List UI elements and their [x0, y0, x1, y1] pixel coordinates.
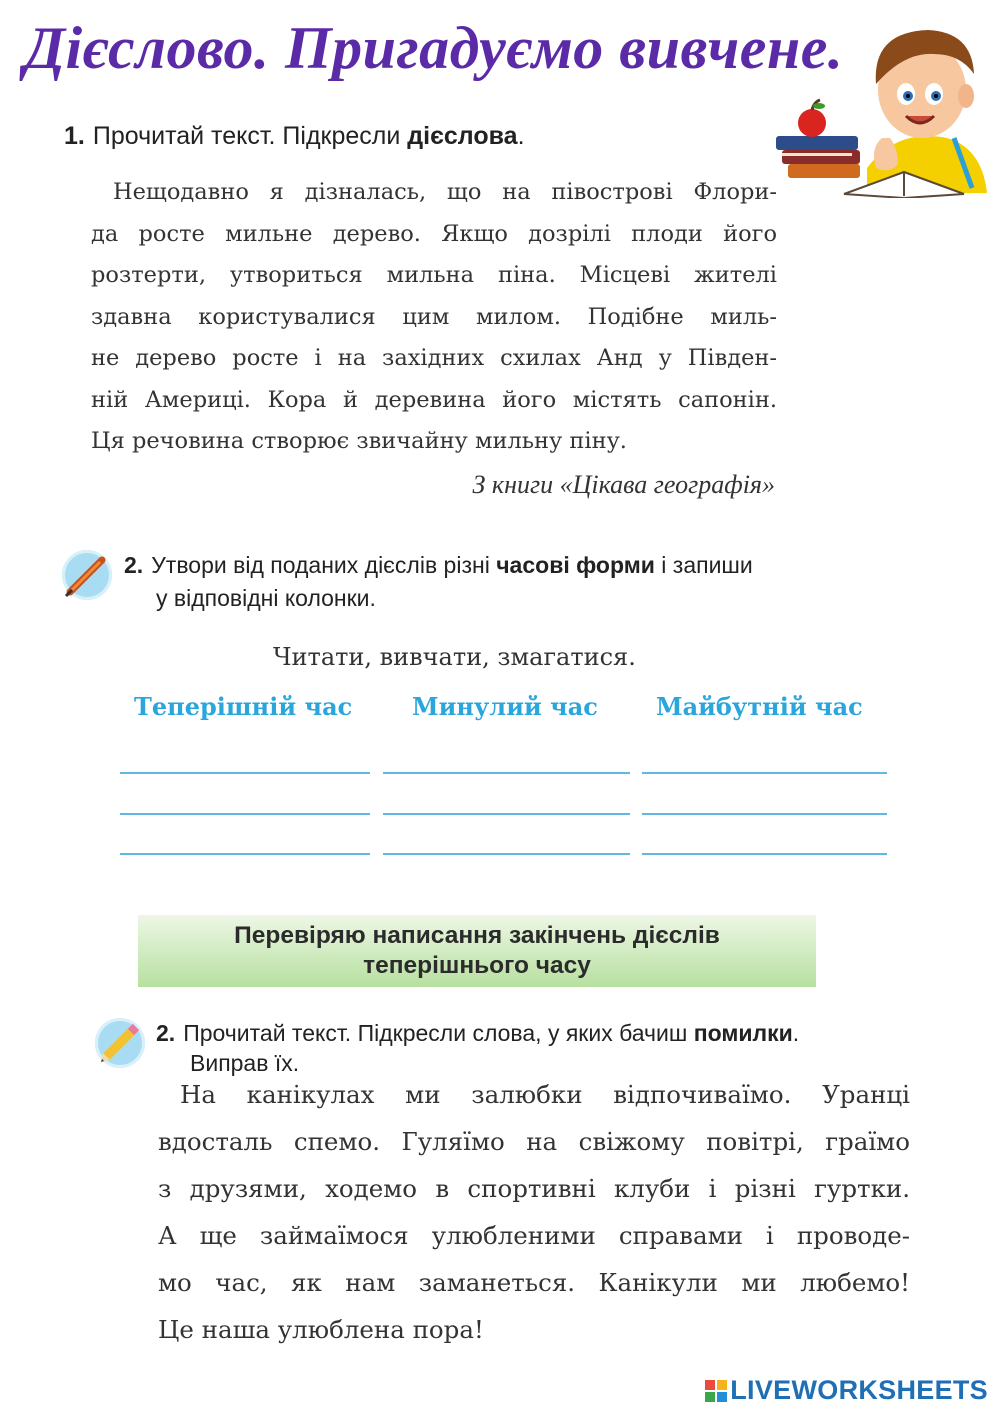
task1-source: З книги «Цікава географія»: [472, 470, 775, 499]
liveworksheets-logo-icon: [705, 1380, 727, 1402]
logo-text: LIVEWORKSHEETS: [730, 1375, 988, 1405]
pen-icon: [62, 550, 112, 600]
task1-text-line: да росте мильне дерево. Якщо дозрілі плоди його: [91, 220, 777, 247]
task2a-instruction-text: Утвори від поданих дієслів різні: [151, 552, 497, 578]
task1-text-line: Ця речовина створює звичайну мильну піну.: [91, 428, 627, 454]
task2b-text-line: вдосталь спемо. Гуляїмо на свіжому повітрі, граїмо: [158, 1127, 910, 1156]
verbs-list: Читати, вивчати, змагатися.: [273, 643, 636, 671]
task2b-instruction-line2: Виправ їх.: [190, 1050, 300, 1076]
task1-text-line: здавна користувалися цим милом. Подібне миль-: [91, 303, 777, 330]
banner-line-2: теперішнього часу: [363, 952, 591, 979]
boy-reading-icon: [772, 18, 994, 198]
answer-line-present-2[interactable]: [120, 813, 370, 815]
task1-instruction-bold: дієслова: [407, 122, 518, 150]
task2b-text-line: А ще займаїмося улюбленими справами і проводе-: [158, 1221, 910, 1250]
answer-line-present-3[interactable]: [120, 853, 370, 855]
task2b-text-line: Це наша улюблена пора!: [158, 1315, 484, 1344]
boy-with-books-illustration: [772, 18, 994, 198]
banner-line-1: Перевіряю написання закінчень дієслів: [234, 922, 720, 949]
pen-badge: [62, 550, 112, 600]
answer-line-future-2[interactable]: [642, 813, 887, 815]
task1-text-line: розтерти, утвориться мильна піна. Місцеві жителі: [91, 262, 777, 288]
task2a-instruction: [124, 552, 753, 579]
column-past: Минулий час: [412, 692, 598, 721]
task1-instruction-text: Прочитай текст. Підкресли: [92, 122, 408, 150]
column-present: Теперішній час: [134, 692, 353, 721]
answer-line-past-3[interactable]: [383, 853, 630, 855]
liveworksheets-logo: [705, 1375, 988, 1406]
task1-text: [91, 172, 777, 463]
answer-line-future-3[interactable]: [642, 853, 887, 855]
task2b-text-line: з друзями, ходемо в спортивні клуби і різні гуртки.: [158, 1174, 910, 1203]
task2b-instruction-text: Прочитай текст. Підкресли слова, у яких бачиш: [183, 1020, 694, 1046]
task2b-instruction-bold: помилки: [693, 1020, 793, 1046]
column-future: Майбутній час: [656, 692, 863, 721]
task1-instruction-end: .: [517, 122, 525, 150]
task2b-instruction: [156, 1020, 799, 1047]
task2b-number: 2.: [156, 1020, 176, 1046]
answer-line-past-2[interactable]: [383, 813, 630, 815]
pencil-badge: [95, 1018, 145, 1068]
answer-line-past-1[interactable]: [383, 772, 630, 774]
task2a-instruction-text-b: і запиши: [654, 552, 753, 578]
task2b-text-line: На канікулах ми залюбки відпочиваїмо. Уранці: [180, 1080, 910, 1109]
section-banner: [138, 915, 816, 987]
task2b-text-line: мо час, як нам заманеться. Канікули ми любемо!: [158, 1268, 910, 1297]
task2a-instruction-line2: у відповідні колонки.: [156, 585, 376, 611]
task1-number: 1.: [64, 122, 85, 150]
task2b-instruction-end: .: [792, 1020, 800, 1046]
task1-instruction: [64, 122, 525, 151]
task2a-instruction-bold: часові форми: [496, 552, 655, 578]
answer-line-present-1[interactable]: [120, 772, 370, 774]
task1-text-line: Нещодавно я дізналась, що на півострові Флори-: [113, 179, 777, 205]
task2b-text: [158, 1071, 910, 1353]
task1-text-line: не дерево росте і на західних схилах Анд у Півден-: [91, 345, 777, 371]
page-title: Дієслово. Пригадуємо вивчене.: [24, 15, 844, 81]
task1-text-line: ній Америці. Кора й деревина його містять сапонін.: [91, 386, 777, 413]
answer-line-future-1[interactable]: [642, 772, 887, 774]
pencil-icon: [95, 1018, 145, 1068]
task2a-number: 2.: [124, 552, 144, 578]
